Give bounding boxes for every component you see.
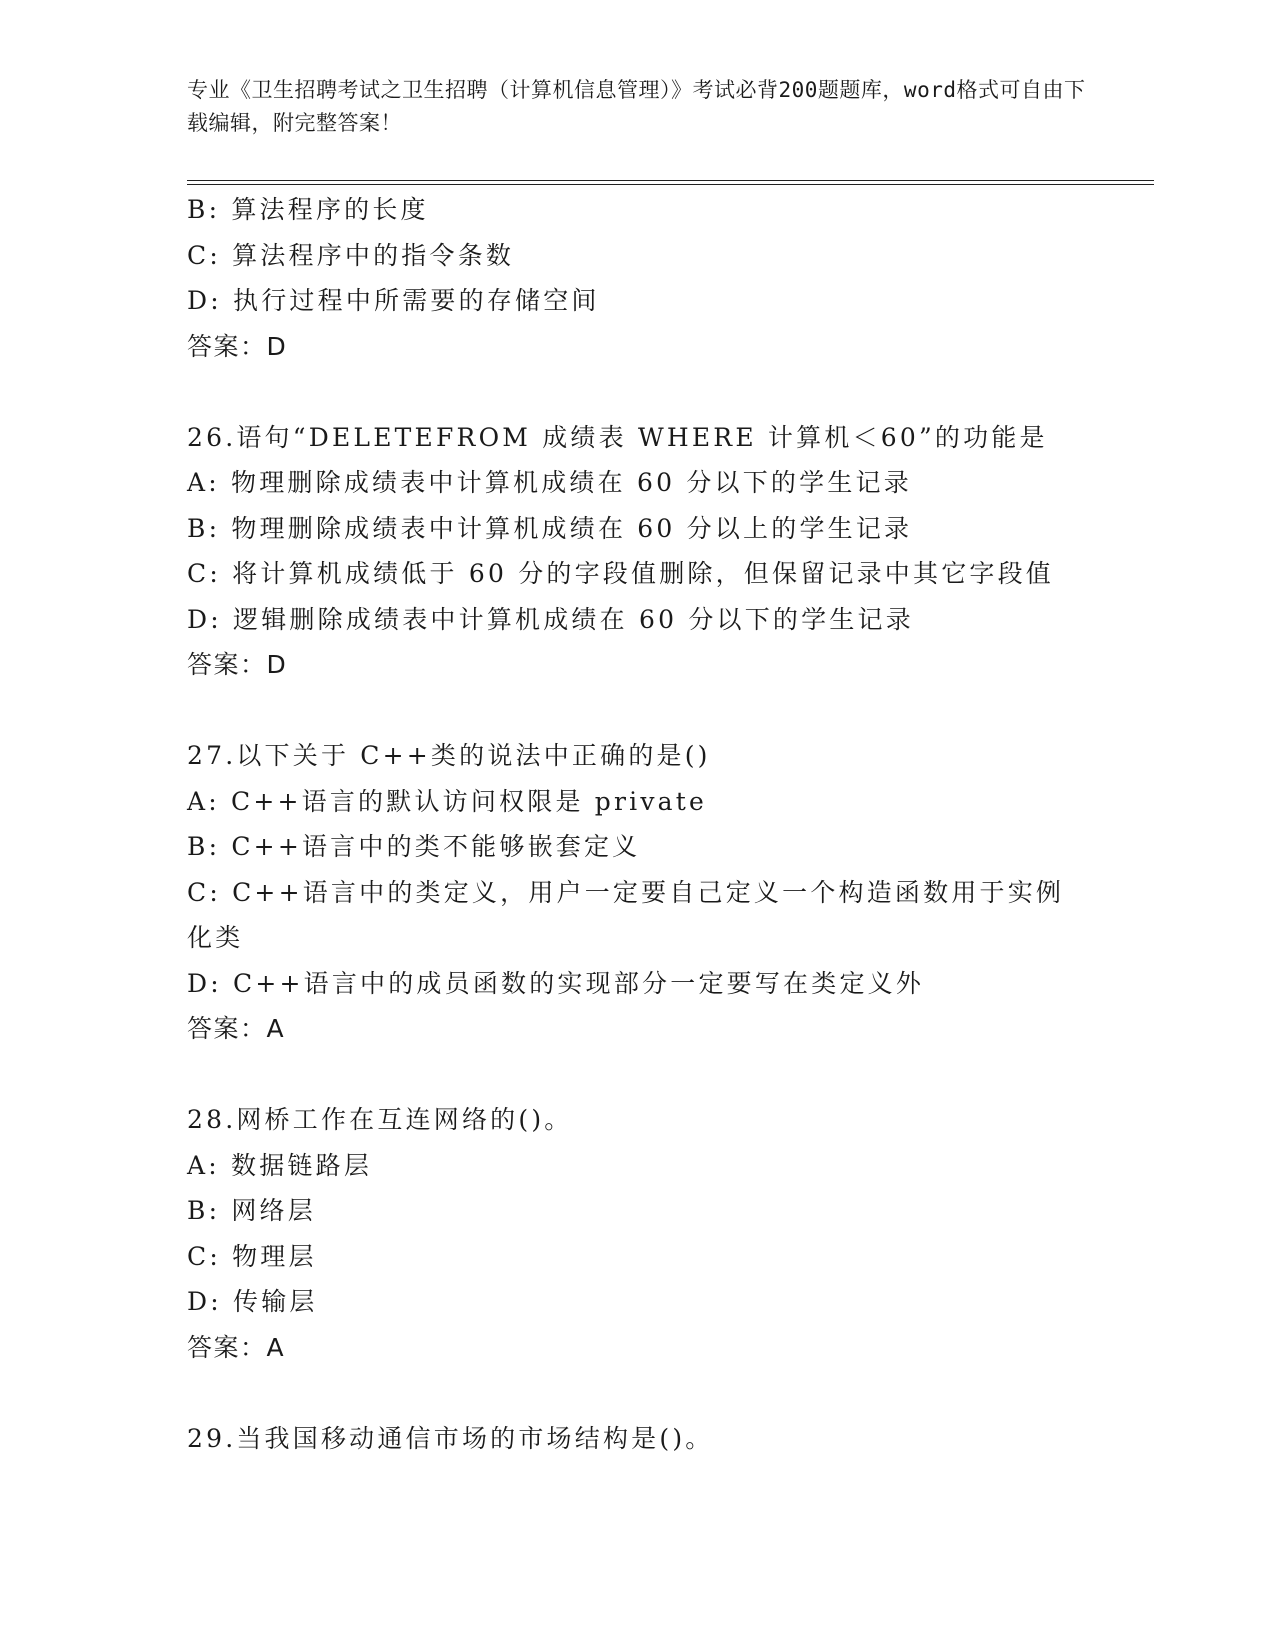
header-rule-bottom [187, 184, 1154, 185]
option-text: A: C++语言的默认访问权限是 private [187, 786, 708, 816]
option-text: B: 物理删除成绩表中计算机成绩在 60 分以上的学生记录 [187, 513, 913, 543]
spacer [187, 1052, 1067, 1098]
spacer [187, 369, 1067, 415]
option-text: A: 数据链路层 [187, 1150, 373, 1180]
answer-text: 答案：A [187, 1332, 286, 1362]
question-text: 28.网桥工作在互连网络的()。 [187, 1105, 573, 1134]
question-text: 27.以下关于 C++类的说法中正确的是() [187, 741, 711, 770]
answer-text: 答案：A [187, 1014, 286, 1043]
option-text: D: 逻辑删除成绩表中计算机成绩在 60 分以下的学生记录 [187, 604, 914, 634]
option-text: C: C++语言中的类定义，用户一定要自己定义一个构造函数用于实例 [187, 877, 1065, 907]
option-text: B: C++语言中的类不能够嵌套定义 [187, 832, 641, 861]
option-text: D: 执行过程中所需要的存储空间 [187, 286, 600, 315]
option-text: C: 算法程序中的指令条数 [187, 240, 515, 270]
option-text: D: 传输层 [187, 1287, 318, 1316]
option-text: A: 物理删除成绩表中计算机成绩在 60 分以下的学生记录 [187, 468, 912, 497]
question-text: 26.语句“DELETEFROM 成绩表 WHERE 计算机＜60”的功能是 [187, 422, 1048, 452]
option-text: D: C++语言中的成员函数的实现部分一定要写在类定义外 [187, 968, 925, 998]
option-text: 化类 [187, 923, 244, 952]
option-text: B: 算法程序的长度 [187, 195, 429, 224]
answer-text: 答案：D [187, 650, 288, 679]
answer-text: 答案：D [187, 331, 288, 361]
option-text: C: 将计算机成绩低于 60 分的字段值删除，但保留记录中其它字段值 [187, 559, 1055, 588]
spacer [187, 688, 1067, 734]
header-rule-top [187, 180, 1154, 181]
question-text: 29.当我国移动通信市场的市场结构是()。 [187, 1423, 714, 1453]
question-list [187, 187, 1067, 1461]
spacer [187, 1370, 1067, 1416]
option-text: C: 物理层 [187, 1241, 317, 1271]
option-text: B: 网络层 [187, 1196, 316, 1225]
document-header: 专业《卫生招聘考试之卫生招聘（计算机信息管理）》考试必背200题题库，word格式可自由下载编辑，附完整答案！ [187, 78, 1086, 135]
